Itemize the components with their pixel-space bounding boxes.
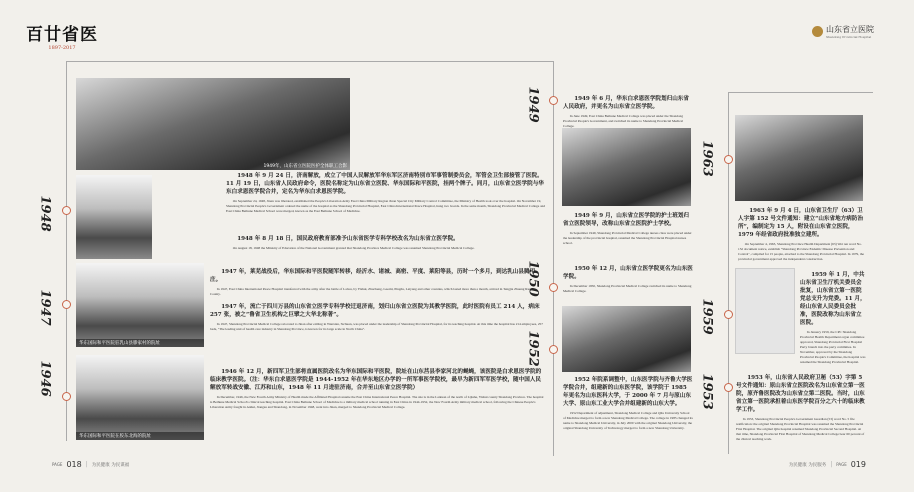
entry-1953: 1953 年，山东省人民政府卫秘（53）字第 5 号文件通知：原山东省立医院改名为山东省立第一医院，原齐鲁医院改为山东省立第二医院。当时，山东省立第一医院承担着山东医学院百分之六十的临床教学工作。 In 1953, Shandong Provincial People's Government Guardian (53) word No. 5 file notification: the original Shandong Provincial Hospital was renamed the Shandong Provincial First Hospital. The original Qilu hospital renamed Shandong Provincial Second Hospital. At that time, Shandong Provincial First Hospital of Shandong Medical College bear 60 percent of the clinical teaching work. bbox=[736, 375, 865, 441]
document-photo bbox=[735, 268, 795, 354]
entry-1947-a: 1947 年，莱芜战役后，华东国际和平医院随军转移，经沂水、诸城、高密、平度、莱阳等县，历时一个多月，到达乳山县腾甲庄。 In 1947, East China International Peace Hospital transferred with the army after the battle of Laiwu, by Yishui, Zhucheng, Gaomi, Pingdu, Laiyang and other counties, which lasted more than a month, arrived in Tengjia Zhuang Rushan County. bbox=[210, 269, 536, 296]
entry-1963: 1963 年 9 月 4 日，山东省卫生厅（63）卫人字第 152 号文件通知：建立“山东省地方病防治所”，编制定为 15 人，附设在山东省立医院，1979 年经省政府批准独立建所。 On September 4, 1963, Shandong Province Health Department (63) Wei ren word No. 152 document notice, establish "Shandong Province Endemic Disease Prevention and Control", compiled for 15 people, attached to the Shandong Provincial Hospital. In 1979, the provincial government approved the independent construction. bbox=[738, 208, 864, 261]
entry-1947-b: 1947 年，流亡于四川万县的山东省立医学专科学校迁返济南，划归山东省立医院为其教学医院，此时医院有员工 214 人，病床 257 张，被之“鲁省卫生机构之巨擘之大华北称著”。 In 1947, Shandong Provincial Medical College relocated to Jinan after exiling in Wanxian, Sichuan, was placed under the leadership of Shandong Provincial Hospital, for its teaching hospital. At this time the hospital has 214 employees, 257 beds, "The leading unit of health care industry in Shandong Province, is known for its large scale in North China". bbox=[210, 304, 543, 331]
timeline-dot bbox=[62, 206, 71, 215]
seal-icon bbox=[812, 26, 823, 37]
entry-1950: 1950 年 12 月，山东省立医学院更名为山东医学院。 In December 1950, Shandong Provincial Medical College switched its name to Shandong Medical College. bbox=[563, 266, 693, 293]
timeline-dot bbox=[724, 310, 733, 319]
year-label: 1950 bbox=[525, 260, 541, 297]
timeline-dot bbox=[724, 155, 733, 164]
frame-top-left bbox=[66, 61, 553, 62]
year-label: 1946 bbox=[37, 360, 53, 397]
timeline-dot bbox=[724, 383, 733, 392]
timeline-mid bbox=[553, 61, 554, 456]
entry-1959: 1959 年 1 月，中共山东省卫生厅机关委员会批复，山东省立第一医院党总支升为党委。11 月，经山东省人民委员会批准，医院改称为山东省立医院。 In January 1959, the CPC Shandong Provincial Health Department organ committee approved, Shandong Provincial First Hospital Party branch into the party committee. In November, approved by the Shandong Provincial People's Committee, the hospital was renamed the Shandong Provincial Hospital. bbox=[800, 272, 866, 364]
entry-1949-jun: 1949 年 6 月，华东白求恩医学院划归山东省人民政府，并更名为山东省立医学院。 In June 1949, East China Bethune Medical College was placed under the Shandong Provincial People's Government, and switched its name to Shandong Provincial Medical College. bbox=[563, 96, 689, 128]
classroom-photo bbox=[562, 306, 691, 372]
house-photo: 华东国际和平医院在胶东北海的院址 bbox=[76, 355, 204, 440]
footer-right: 为民健康 为民服务 | PAGE 019 bbox=[788, 460, 866, 469]
group-photo: 1949年，山东省立医院医护全体职工合影 bbox=[76, 78, 350, 170]
book-logo: 百廿省医 1897-2017 bbox=[26, 25, 98, 51]
frame-top-right bbox=[728, 92, 873, 93]
year-label: 1952 bbox=[525, 330, 541, 367]
entry-1948-aug: 1948 年 8 月 18 日，国民政府教育部准予山东省医学专科学校改名为山东省立医学院。 On August 18, 1948 the Ministry of Education of the National Government granted that Shandong Province Medical College was renamed Shandong Provincial Medical College. bbox=[232, 236, 475, 250]
year-label: 1949 bbox=[525, 86, 541, 123]
timeline-right bbox=[728, 92, 729, 454]
year-label: 1963 bbox=[699, 140, 715, 177]
entry-1948-sep: 1948 年 9 月 24 日，济南解放，成立了中国人民解放军华东军区济南特别市军事管制委员会，军管会卫生部接管了医院。11 月 19 日，山东省人民政府命令，医院名称定为山东省立医院、华东国际和平医院，挂两个牌子。同月，山东省立医学院与华东白求恩医学院合并，定名为华东白求恩医学院。 On September 24, 1948, Jinan was liberated, established the People's Liberation Army East China Military Region Jinan Special City Military Control Committee, the Ministry of Health took over the hospital. On November 19, Shandong Provincial People's Government ordered the name of the hospital as the Shandong Provincial Hospital, East China International Peace Hospital, hung two boards. In the same month, Shandong Provincial Medical College and East China Bethune Medical School were merged, known as the East Bethune School of Medicine. bbox=[226, 173, 545, 213]
entry-1949-sep: 1949 年 9 月，山东省立医学院的护士班划归省立医院领导，改称山东省立医院护士学校。 In September 1949, Shandong Provincial Medical College nurses class were placed under the leadership of the provincial hospital, renamed the Shandong Provincial Hospital nurses school. bbox=[563, 213, 692, 245]
page-number: 018 bbox=[66, 460, 82, 469]
year-label: 1947 bbox=[37, 289, 53, 326]
page-number: 019 bbox=[850, 460, 866, 469]
hospital-brand: 山东省立医院 Shandong Provincial Hospital bbox=[812, 24, 874, 39]
gate-photo bbox=[735, 115, 863, 201]
timeline-left bbox=[66, 61, 67, 441]
year-label: 1953 bbox=[699, 373, 715, 410]
timeline-dot bbox=[549, 283, 558, 292]
timeline-dot bbox=[549, 345, 558, 354]
entry-1946: 1946 年 12 月，新四军卫生部将直属医院改名为华东国际和平医院，院址在山东莒县李家河北的蝇蝇，该医院是白求恩医学院的临床教学医院。（注：华东白求恩医学院是 1944-1952 年在华东地区办学的一所军事医学院校，最早为新四军军医学校，随中国人民解放军转战安徽、江苏和山东，1948 年 11 月进驻济南，合并至山东省立医学院） In December, 1946, the New Fourth Army Ministry of Health made the Affiliated Hospital rename the East China International Peace Hospital. The site is in the Lantuan of the north of Lijiahe, Yishui county Shandong Province. The hospital is Bethune Medical School's clinical teaching hospital. East China Bethune School of Medicine is a military medical school running in East China in 1944-1952, the New Fourth Army military medical school, following the Chinese People's Liberation Army fought in Anhui, Jiangsu and Shandong, in November 1948, went into Jinan, merged to Shandong Provincial Medical College. bbox=[210, 369, 544, 409]
nurses-photo bbox=[562, 128, 691, 206]
year-label: 1948 bbox=[37, 195, 53, 232]
entry-1952: 1952 年院系调整中，山东医学院与齐鲁大学医学院合并，组建新的山东医学院，该学院于 1985 年更名为山东医科大学，于 2000 年 7 月与原山东大学、原山东工业大学合并组建新的山东大学。 1952 Department of adjustment, Shandong Medical College and Qilu University School of Medicine merged to form a new Shandong Medical College. The college in 1985 changed its name to Shandong Medical University, in July 2000 with the original Shandong University, the original Shandong University of Technology merged to form a new Shandong University. bbox=[563, 377, 693, 430]
timeline-dot bbox=[62, 300, 71, 309]
year-label: 1959 bbox=[699, 298, 715, 335]
timeline-dot bbox=[62, 392, 71, 401]
timeline-dot bbox=[549, 96, 558, 105]
building-photo bbox=[76, 175, 152, 259]
footer-left: PAGE 018 | 为民健康 为民谋福 bbox=[52, 460, 130, 469]
peace-hospital-photo: 华东国际和平医院驻乳山县滕家村的院址 bbox=[76, 263, 204, 347]
